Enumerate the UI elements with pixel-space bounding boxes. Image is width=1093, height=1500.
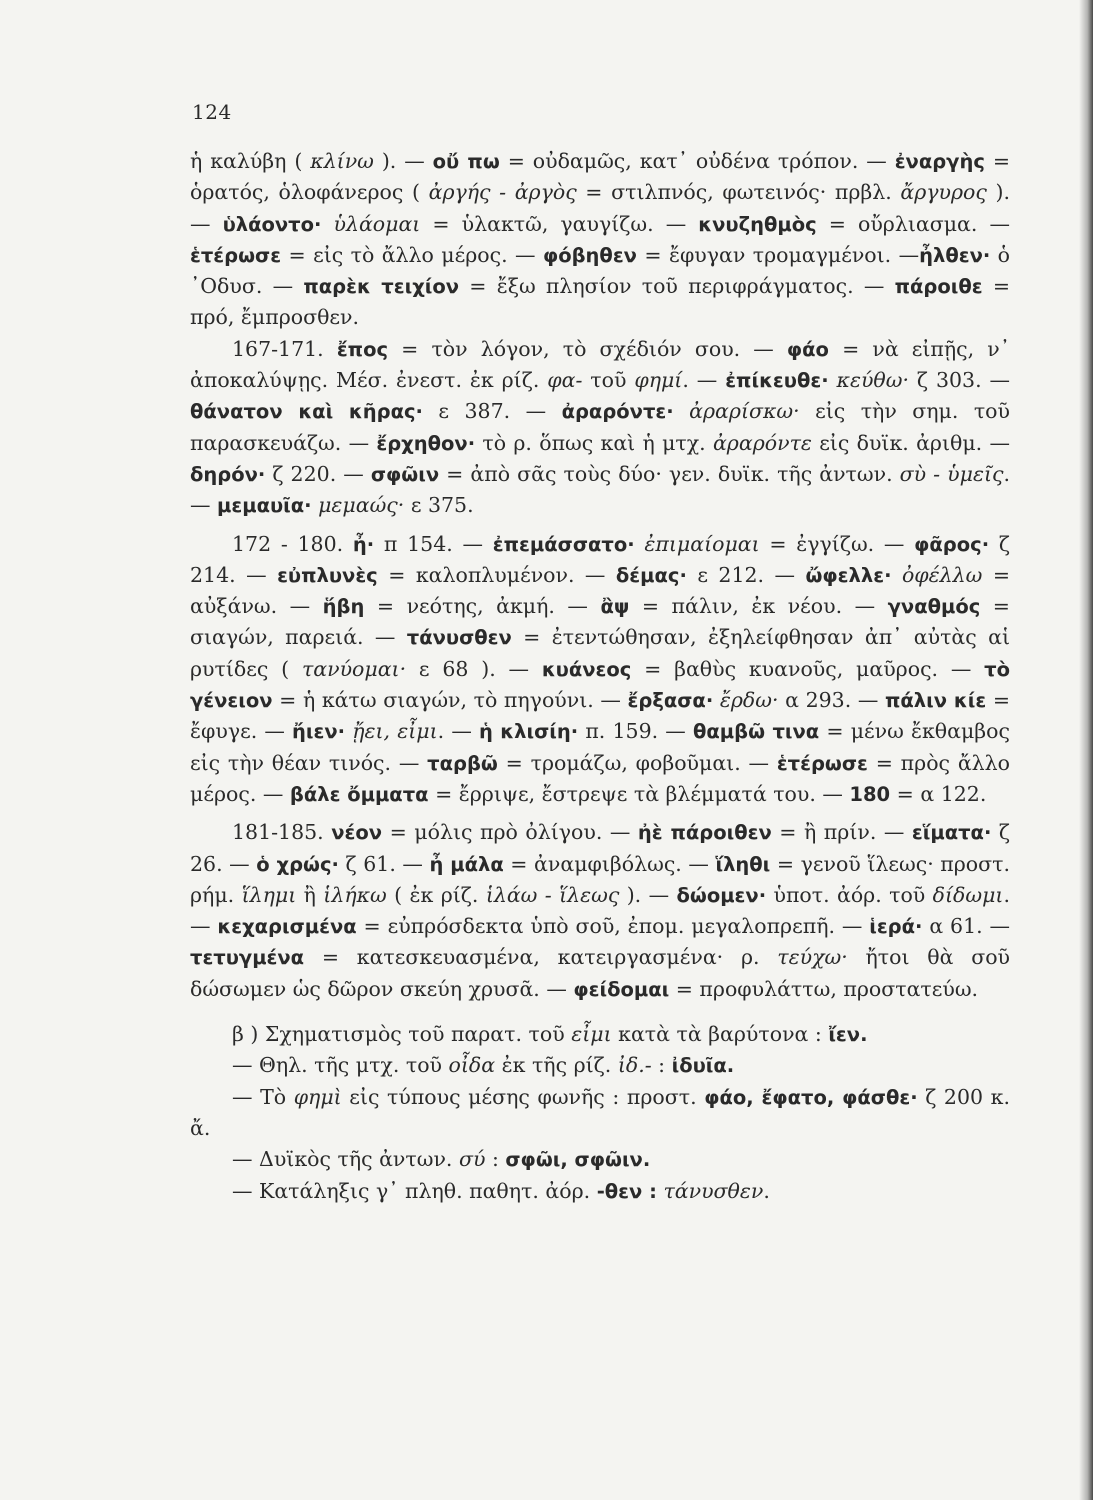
headword: ἦ μάλα <box>429 852 504 876</box>
headword: ἤιεν· <box>292 720 346 744</box>
headword: τετυγμένα <box>190 946 305 970</box>
italic-form: ἀργής - ἀργὸς <box>428 180 577 205</box>
commentary-paragraph: 181-185. νέον = μόλις πρὸ ὀλίγου. — ἠὲ πάροιθεν = ἢ πρίν. — εἵματα· ζ 26. — ὁ χρώς· ζ 61. — ἦ μάλα = ἀναμφιβόλως. — ἵληθι = γενοῦ ἵλεως· προστ. ρήμ. ἵλημι ἢ ἱλήκω ( ἐκ ρίζ. ἱλάω - ἵλεως ). — δώομεν· ὑποτ. ἀόρ. τοῦ δίδωμι. — κεχαρισμένα = εὐπρόσδεκτα ὑπὸ σοῦ, ἐπομ. μεγαλοπρεπῆ. — ἱερά· α 61. — τετυγμένα = κατεσκευασμένα, κατειργασμένα· ρ. τεύχω· ἤτοι θὰ σοῦ δώσωμεν ὡς δῶρον σκεύη χρυσᾶ. — φείδομαι = προφυλάττω, προστατεύω. <box>190 820 1011 1001</box>
italic-form: ἰδ.- <box>617 1053 652 1078</box>
italic-form: ᾔει, εἶμι <box>352 719 438 744</box>
headword: ἵληθι <box>715 852 771 876</box>
headword: παρὲκ τειχίον <box>303 275 460 299</box>
headword: ἑτέρωσε <box>776 751 868 775</box>
headword: δηρόν· <box>190 462 266 486</box>
italic-form: ἱλάω - ἵλεως <box>485 882 620 907</box>
italic-form: ἀραρόντε <box>712 430 812 455</box>
italic-form: ἔρδω· <box>719 688 779 713</box>
headword: 180 <box>849 782 891 806</box>
italic-form: ὑλάομαι <box>333 211 421 236</box>
headword: -θεν : <box>596 1179 657 1203</box>
grammar-note: β ) Σχηματισμὸς τοῦ παρατ. τοῦ εἶμι κατὰ τὰ βαρύτονα : ἴεν. <box>232 1022 868 1047</box>
headword: νέον <box>331 821 383 845</box>
headword: πάλιν κίε <box>884 689 987 713</box>
headword: ἠὲ πάροιθεν <box>637 821 772 845</box>
headword: εἵματα· <box>911 821 992 845</box>
headword: εὐπλυνὲς <box>277 563 378 587</box>
page-number: 124 <box>192 100 232 124</box>
italic-form: ἱλήκω <box>323 882 387 907</box>
headword: ἰδυῖα. <box>671 1054 735 1078</box>
headword: οὔ πω <box>432 150 500 173</box>
italic-form: μεμαώς· <box>318 493 405 518</box>
italic-form: οἶδα <box>448 1053 496 1078</box>
headword: τάνυσθεν <box>406 626 512 650</box>
headword: ταρβῶ <box>427 751 498 775</box>
headword: ὁ χρώς· <box>256 852 339 876</box>
headword: ἔπος <box>336 337 389 361</box>
italic-form: κεύθω· <box>836 368 910 393</box>
italic-form: δίδωμι <box>932 882 1004 907</box>
headword: φᾶρος· <box>914 532 990 556</box>
headword: κνυζηθμὸς <box>698 212 817 236</box>
headword: πάροιθε <box>894 275 983 299</box>
headword: ἱερά· <box>869 915 923 939</box>
headword: ὑλάοντο· <box>222 212 322 236</box>
headword: φόβηθεν <box>542 243 637 267</box>
italic-form: ἵλημι <box>241 882 297 907</box>
italic-form: σύ <box>458 1147 486 1172</box>
headword: τὸ γένειον <box>190 657 1010 713</box>
headword: ἡ κλισίη· <box>478 720 579 744</box>
headword: ἦλθεν· <box>919 243 991 267</box>
commentary-paragraph: ἡ καλύβη ( κλίνω ). — οὔ πω = οὐδαμῶς, κατ᾽ οὐδένα τρόπον. — ἐναργὴς = ὁρατός, ὁλοφάνερος ( ἀργής - ἀργὸς = στιλπνός, φωτεινός· πρβλ. ἄργυρος ). — ὑλάοντο· ὑλάομαι = ὑλακτῶ, γαυγίζω. — κνυζηθμὸς = οὔρλιασμα. — ἑτέρωσε = εἰς τὸ ἄλλο μέρος. — φόβηθεν = ἔφυγαν τρομαγμένοι. —ἦλθεν· ὁ ᾽Οδυσ. — παρὲκ τειχίον = ἔξω πλησίον τοῦ περιφράγματος. — πάροιθε = πρό, ἔμπροσθεν. <box>190 149 1011 330</box>
italic-form: ἄργυρος <box>900 180 987 205</box>
grammar-note: — Κατάληξις γ᾽ πληθ. παθητ. ἀόρ. -θεν : τάνυσθεν. <box>232 1178 770 1203</box>
italic-form: εἶμι <box>571 1022 612 1047</box>
headword: ἑτέρωσε <box>190 243 282 267</box>
headword: ἀραρόντε· <box>561 400 674 424</box>
page-body <box>190 146 1010 1207</box>
italic-form: σὺ - ὑμεῖς <box>899 461 1004 486</box>
headword: ἦ· <box>352 532 375 556</box>
headword: ἔρξασα· <box>627 689 714 713</box>
headword: ἥβη <box>322 595 365 619</box>
grammar-note: — Δυϊκὸς τῆς ἀντων. σύ : σφῶι, σφῶιν. <box>232 1147 651 1172</box>
headword: κεχαρισμένα <box>217 915 357 939</box>
headword: ὤφελλε· <box>805 563 892 587</box>
headword: φείδομαι <box>573 977 670 1001</box>
headword: ἐπίκευθε· <box>725 369 829 393</box>
page-edge-shadow <box>1079 0 1093 1500</box>
italic-form: τανύομαι· <box>301 656 407 681</box>
headword: ἂψ <box>600 595 630 619</box>
commentary-paragraph: 167-171. ἔπος = τὸν λόγον, τὸ σχέδιόν σου. — φάο = νὰ εἰπῇς, ν᾽ ἀποκαλύψῃς. Μέσ. ἐνεστ. ἐκ ρίζ. φα- τοῦ φημί. — ἐπίκευθε· κεύθω· ζ 303. — θάνατον καὶ κῆρας· ε 387. — ἀραρόντε· ἀραρίσκω· εἰς τὴν σημ. τοῦ παρασκευάζω. — ἔρχηθον· τὸ ρ. ὅπως καὶ ἡ μτχ. ἀραρόντε εἰς δυϊκ. ἀριθμ. — δηρόν· ζ 220. — σφῶιν = ἀπὸ σᾶς τοὺς δύο· γεν. δυϊκ. τῆς ἀντων. σὺ - ὑμεῖς. — μεμαυῖα· μεμαώς· ε 375. <box>190 336 1011 518</box>
italic-form: ἐπιμαίομαι <box>644 531 760 556</box>
headword: μεμαυῖα· <box>217 494 312 518</box>
headword: ἐναργὴς <box>894 150 985 173</box>
headword: ἐπεμάσσατο· <box>492 532 635 556</box>
grammar-note: — Θηλ. τῆς μτχ. τοῦ οἶδα ἐκ τῆς ρίζ. ἰδ.- : ἰδυῖα. <box>232 1053 735 1078</box>
headword: βάλε ὄμματα <box>289 782 429 806</box>
headword: σφῶιν <box>370 462 440 486</box>
headword: σφῶι, σφῶιν. <box>505 1148 651 1172</box>
headword: φάο <box>786 337 829 361</box>
headword: γναθμός <box>887 595 981 619</box>
headword: θαμβῶ τινα <box>692 720 820 744</box>
grammar-note: — Τὸ φημὶ εἰς τύπους μέσης φωνῆς : προστ. φάο, ἔφατο, φάσθε· ζ 200 κ. ἄ. <box>190 1084 1010 1140</box>
headword: κυάνεος <box>541 657 632 681</box>
italic-form: ὀφέλλω <box>901 562 983 587</box>
italic-form: φημὶ <box>293 1084 342 1109</box>
italic-form: τεύχω· <box>777 945 848 970</box>
italic-form: ἀραρίσκω· <box>689 399 800 424</box>
commentary-paragraph: 172 - 180. ἦ· π 154. — ἐπεμάσσατο· ἐπιμαίομαι = ἐγγίζω. — φᾶρος· ζ 214. — εὐπλυνὲς = καλοπλυμένον. — δέμας· ε 212. — ὤφελλε· ὀφέλλω = αὐξάνω. — ἥβη = νεότης, ἀκμή. — ἂψ = πάλιν, ἐκ νέου. — γναθμός = σιαγών, παρειά. — τάνυσθεν = ἐτεντώθησαν, ἐξηλείφθησαν ἀπ᾽ αὐτὰς αἱ ρυτίδες ( τανύομαι· ε 68 ). — κυάνεος = βαθὺς κυανοῦς, μαῦρος. — τὸ γένειον = ἡ κάτω σιαγών, τὸ πηγούνι. — ἔρξασα· ἔρδω· α 293. — πάλιν κίε = ἔφυγε. — ἤιεν· ᾔει, εἶμι. — ἡ κλισίη· π. 159. — θαμβῶ τινα = μένω ἔκθαμβος εἰς τὴν θέαν τινός. — ταρβῶ = τρομάζω, φοβοῦμαι. — ἑτέρωσε = πρὸς ἄλλο μέρος. — βάλε ὄμματα = ἔρριψε, ἔστρεψε τὰ βλέμματά του. — 180 = α 122. <box>190 531 1010 806</box>
headword: ἔρχηθον· <box>376 431 476 455</box>
headword: δώομεν· <box>676 883 767 907</box>
headword: ἴεν. <box>828 1023 868 1047</box>
italic-form: τάνυσθεν <box>663 1178 764 1203</box>
italic-form: φα- <box>547 368 583 393</box>
headword: φάο, ἔφατο, φάσθε· <box>704 1085 918 1109</box>
headword: δέμας· <box>615 563 687 587</box>
headword: θάνατον καὶ κῆρας· <box>190 400 423 424</box>
italic-form: κλίνω <box>310 149 374 173</box>
italic-form: φημί <box>634 368 683 393</box>
